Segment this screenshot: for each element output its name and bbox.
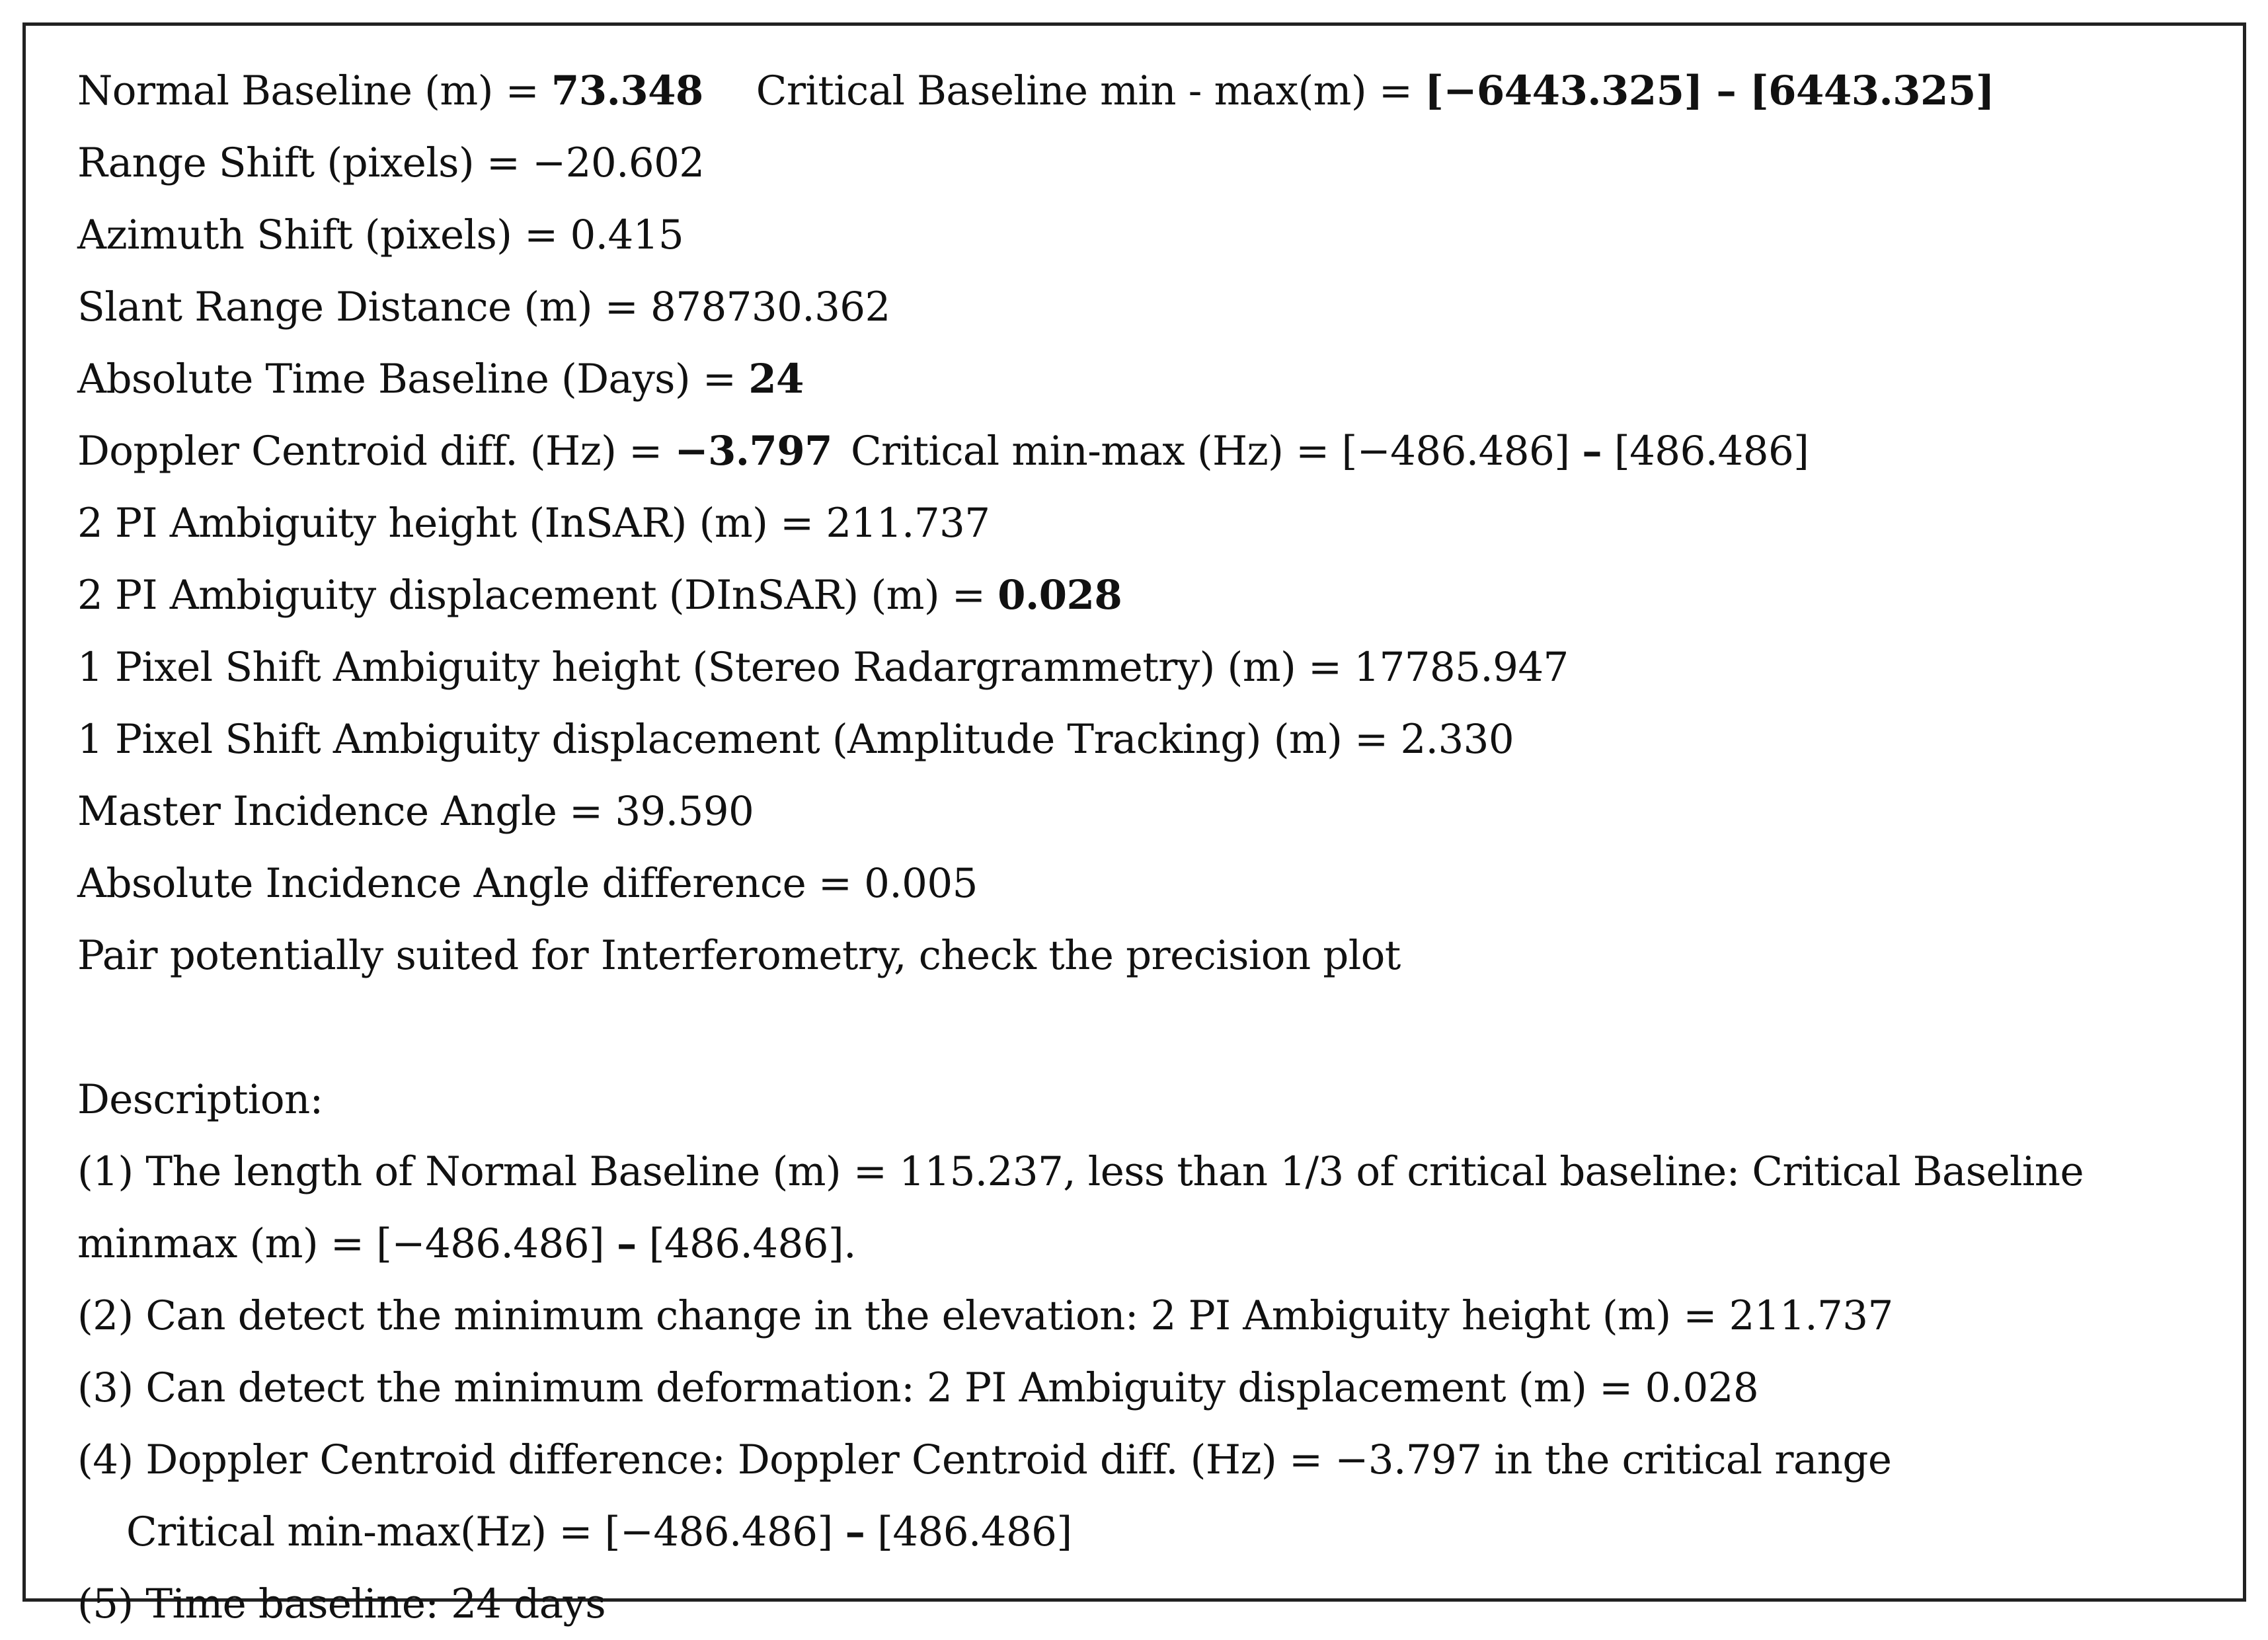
results-content (77, 55, 2216, 1640)
description-item-3: (3) Can detect the minimum deformation: 2 PI Ambiguity displacement (m) = 0.028 (77, 1364, 1759, 1411)
description-item-1-range-end: [486.486]. (636, 1220, 856, 1267)
description-item-1-line-1: (1) The length of Normal Baseline (m) = 115.237, less than 1/3 of critical baseline: Critical Baseline (77, 1148, 2084, 1195)
description-item-4-line-1: (4) Doppler Centroid difference: Doppler Centroid diff. (Hz) = −3.797 in the critical range (77, 1436, 1892, 1483)
description-item-4-range-end: [486.486] (865, 1508, 1072, 1555)
description-item-5: (5) Time baseline: 24 days (77, 1581, 606, 1627)
doppler-label: Doppler Centroid diff. (Hz) = (77, 428, 675, 475)
description-heading: Description: (77, 1076, 323, 1123)
doppler-critical-label: Critical min-max (Hz) = [−486.486] (850, 428, 1583, 475)
spacer (77, 992, 2216, 1064)
range-shift-line: Range Shift (pixels) = −20.602 (77, 139, 705, 186)
description-item-2: (2) Can detect the minimum change in the elevation: 2 PI Ambiguity height (m) = 211.737 (77, 1292, 1893, 1339)
time-baseline-label: Absolute Time Baseline (Days) = (77, 356, 749, 403)
doppler-line (77, 415, 2216, 487)
description-item-1-range-start: minmax (m) = [−486.486] (77, 1220, 617, 1267)
time-baseline-line (77, 343, 2216, 415)
doppler-value: −3.797 (674, 428, 832, 475)
ambiguity-displacement-line (77, 559, 2216, 631)
incidence-angle-line: Master Incidence Angle = 39.590 (77, 788, 754, 835)
description-item-1-line-2 (77, 1208, 2216, 1280)
pixel-shift-height-line: 1 Pixel Shift Ambiguity height (Stereo Radargrammetry) (m) = 17785.947 (77, 644, 1569, 691)
description-item-1-dash: – (616, 1220, 637, 1267)
slant-range-line: Slant Range Distance (m) = 878730.362 (77, 284, 890, 331)
normal-baseline-line (77, 55, 2216, 127)
description-item-4-line-2 (77, 1496, 2216, 1568)
incidence-difference-line: Absolute Incidence Angle difference = 0.005 (77, 860, 978, 907)
suitability-line: Pair potentially suited for Interferometry, check the precision plot (77, 932, 1401, 979)
doppler-critical-end: [486.486] (1602, 428, 1809, 475)
ambiguity-displacement-value: 0.028 (997, 572, 1122, 619)
normal-baseline-label: Normal Baseline (m) = (77, 67, 551, 114)
critical-baseline-label: Critical Baseline min - max(m) = (756, 67, 1425, 114)
description-item-4-range-start: Critical min-max(Hz) = [−486.486] (126, 1508, 845, 1555)
azimuth-shift-line: Azimuth Shift (pixels) = 0.415 (77, 212, 684, 258)
normal-baseline-value: 73.348 (551, 67, 703, 114)
critical-baseline-value: [−6443.325] – [6443.325] (1425, 67, 1994, 114)
results-box (22, 22, 2246, 1627)
description-item-4-dash: – (845, 1508, 865, 1555)
ambiguity-height-line: 2 PI Ambiguity height (InSAR) (m) = 211.737 (77, 500, 990, 547)
time-baseline-value: 24 (748, 356, 804, 403)
pixel-shift-displacement-line: 1 Pixel Shift Ambiguity displacement (Amplitude Tracking) (m) = 2.330 (77, 716, 1514, 763)
doppler-critical-dash: – (1582, 428, 1602, 475)
ambiguity-displacement-label: 2 PI Ambiguity displacement (DInSAR) (m) = (77, 572, 998, 619)
